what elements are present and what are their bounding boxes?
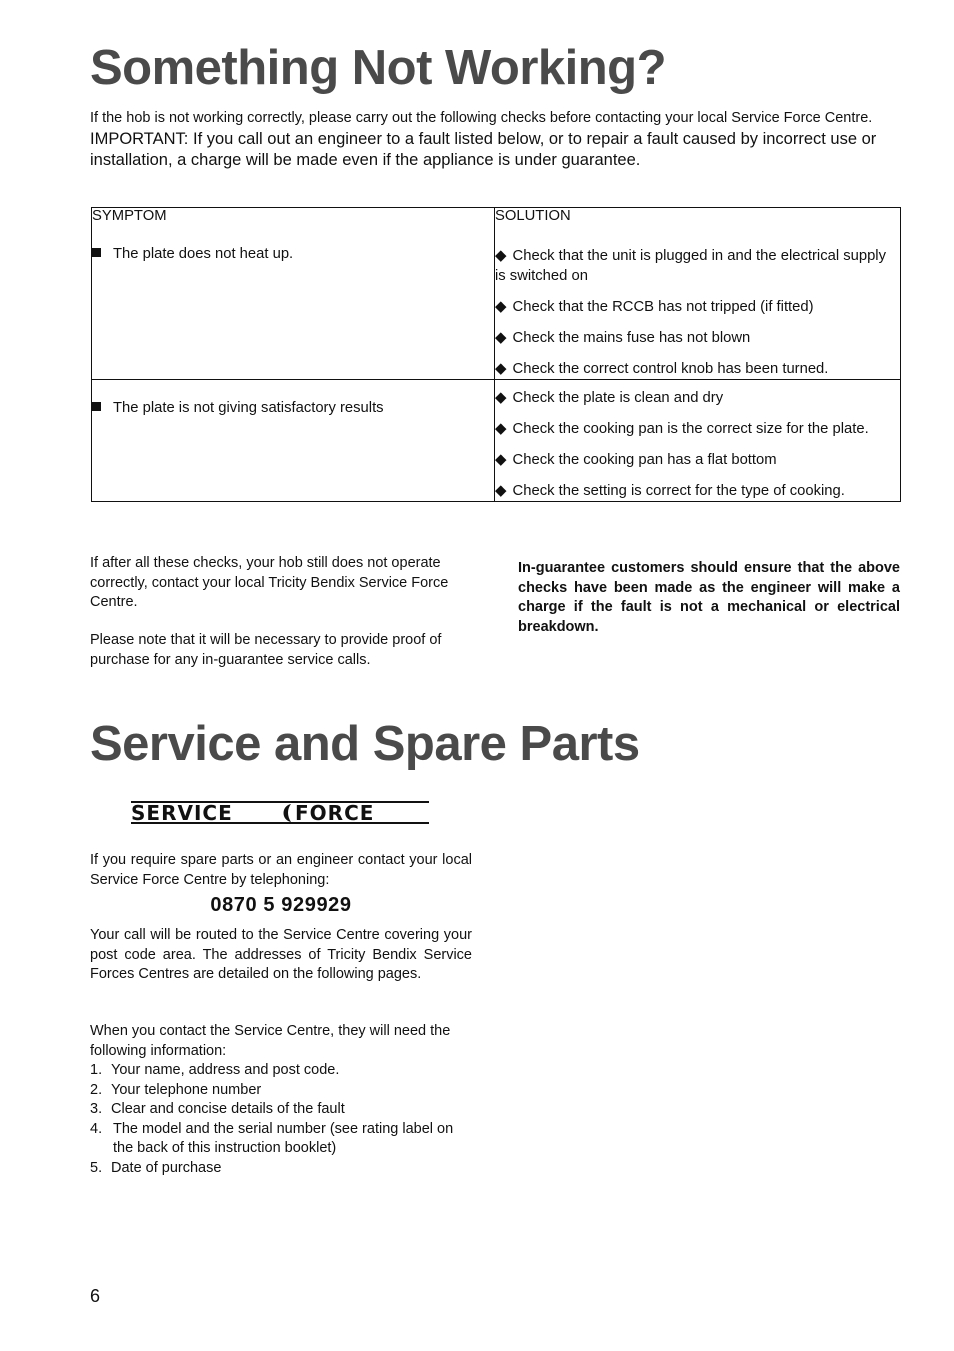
symptom-text: The plate does not heat up.: [113, 246, 294, 262]
solution-item: [495, 297, 900, 317]
solution-cell: [495, 380, 901, 502]
after-checks-paragraph: If after all these checks, your hob still does not operate correctly, contact your local Tricity Bendix Service Force Centre.: [90, 555, 449, 610]
solution-item: [495, 419, 900, 439]
list-text: Date of purchase: [111, 1159, 222, 1176]
service-force-logo: [131, 800, 431, 831]
list-text: Your name, address and post code.: [111, 1062, 340, 1078]
diamond-bullet-icon: ◆: [495, 389, 507, 406]
symptom-text: The plate is not giving satisfactory results: [113, 400, 384, 416]
spare-parts-intro-paragraph: If you require spare parts or an engineer contact your local Service Force Centre by telephoning:: [90, 852, 472, 888]
after-checks-text: [90, 554, 472, 613]
proof-note-paragraph: Please note that it will be necessary to provide proof of purchase for any in-guarantee service calls.: [90, 632, 442, 668]
diamond-bullet-icon: ◆: [495, 329, 507, 346]
list-text: Your telephone number: [111, 1081, 262, 1098]
phone-number: 0870 5 929929: [210, 894, 352, 916]
table-header-row: [92, 208, 901, 247]
solution-text: Check the correct control knob has been turned.: [512, 361, 829, 377]
solution-item: [495, 481, 900, 501]
diamond-bullet-icon: ◆: [495, 360, 507, 377]
solution-header: SOLUTION: [495, 208, 901, 247]
list-number: 2.: [90, 1081, 103, 1098]
diamond-bullet-icon: ◆: [495, 298, 507, 315]
solution-item: [495, 388, 900, 408]
symptom-cell: [92, 380, 495, 502]
list-item: [90, 1159, 472, 1179]
contact-info-paragraph: When you contact the Service Centre, they will need the following information:: [90, 1023, 451, 1059]
diamond-bullet-icon: ◆: [495, 482, 507, 499]
fault-table: [91, 207, 901, 502]
intro-text: If the hob is not working correctly, please carry out the following checks before contacting your local Service Force Centre.: [90, 110, 873, 126]
svg-text:SERVICE: SERVICE: [131, 801, 233, 825]
solution-text: Check the mains fuse has not blown: [512, 330, 751, 346]
list-number: 3.: [90, 1101, 103, 1117]
symptom-cell: [92, 246, 495, 380]
spare-parts-intro: [90, 851, 472, 890]
solution-text: Check the cooking pan is the correct size for the plate.: [512, 421, 869, 437]
square-bullet-icon: [92, 248, 101, 257]
info-list: [90, 1061, 472, 1178]
solution-cell: [495, 246, 901, 380]
solution-text: Check that the RCCB has not tripped (if fitted): [512, 299, 814, 315]
contact-info-text: [90, 1022, 472, 1061]
list-item: [90, 1100, 472, 1120]
proof-note-text: [90, 631, 472, 670]
list-text: The model and the serial number (see rating label on the back of this instruction booklet): [113, 1120, 454, 1156]
solution-item: [495, 328, 900, 348]
diamond-bullet-icon: ◆: [495, 247, 507, 264]
solution-text: Check the cooking pan has a flat bottom: [512, 452, 777, 468]
table-row: [92, 380, 901, 502]
solution-item: [495, 450, 900, 470]
diamond-bullet-icon: ◆: [495, 420, 507, 437]
solution-text: Check the plate is clean and dry: [512, 390, 724, 406]
section-title: Service and Spare Parts: [90, 717, 640, 771]
list-item: [90, 1081, 472, 1101]
solution-item: [495, 246, 900, 286]
diamond-bullet-icon: ◆: [495, 451, 507, 468]
page-title: Something Not Working?: [90, 41, 667, 95]
routing-text: [90, 926, 472, 985]
solution-text: Check the setting is correct for the type of cooking.: [512, 483, 845, 499]
list-number: 5.: [90, 1159, 103, 1176]
routing-paragraph: Your call will be routed to the Service Centre covering your post code area. The addresses of Tricity Bendix Service Forces Centres are detailed on the following pages.: [90, 927, 472, 982]
list-item: [90, 1061, 472, 1081]
list-number: 4.: [90, 1120, 103, 1137]
solution-item: [495, 359, 900, 379]
list-text: Clear and concise details of the fault: [111, 1101, 345, 1117]
square-bullet-icon: [92, 402, 101, 411]
page-number: 6: [90, 1286, 101, 1306]
table-row: [92, 246, 901, 380]
logo-graphic: [131, 800, 431, 826]
intro-block: [90, 109, 900, 171]
important-notice: IMPORTANT: If you call out an engineer to a fault listed below, or to repair a fault caused by incorrect use or installation, a charge will be made even if the appliance is under guarantee.: [90, 129, 877, 169]
list-number: 1.: [90, 1062, 103, 1078]
svg-text:FORCE: FORCE: [295, 801, 375, 825]
solution-text: Check that the unit is plugged in and the electrical supply is switched on: [495, 248, 886, 284]
list-item: [90, 1120, 472, 1159]
symptom-header: SYMPTOM: [92, 208, 495, 247]
guarantee-note: In-guarantee customers should ensure that the above checks have been made as the engineer will make a charge if the fault is not a mechanical or electrical breakdown.: [518, 560, 900, 635]
